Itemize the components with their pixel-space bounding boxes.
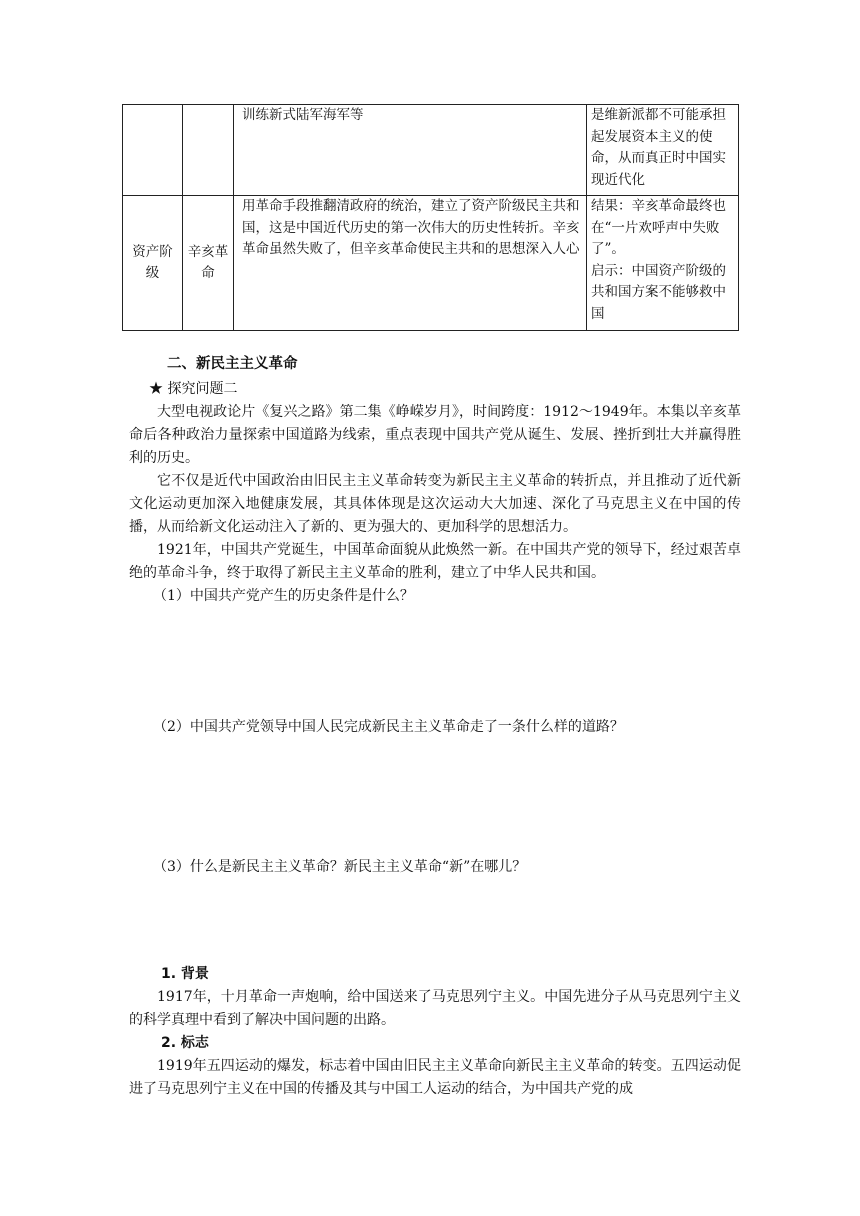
table-cell-event: 辛亥革命 [183, 196, 234, 331]
table-cell-event [183, 105, 234, 196]
result-text: 结果：辛亥革命最终也在“一片欢呼声中失败了”。 [591, 198, 726, 257]
paragraph: 1917年，十月革命一声炮响，给中国送来了马克思列宁主义。中国先进分子从马克思列宁主义的科学真理中看到了解决中国问题的出路。 [129, 989, 741, 1028]
paragraph: 它不仅是近代中国政治由旧民主主义革命转变为新民主主义革命的转折点，并且推动了近代新文化运动更加深入地健康发展，其具体体现是这次运动大大加速、深化了马克思主义在中国的传播，从而给新文化运动注入了新的、更为强大的、更加科学的思想活力。 [129, 473, 741, 535]
question-3: （3）什么是新民主主义革命？新民主主义革命“新”在哪儿？ [153, 859, 527, 875]
explore-block [129, 378, 741, 608]
table-row [123, 196, 739, 331]
table-cell-result: 是维新派都不可能承担起发展资本主义的使命，从而真正时中国实现近代化 [587, 105, 739, 196]
hint-text: 启示：中国资产阶级的共和国方案不能够救中国 [591, 262, 726, 322]
background-block [129, 963, 741, 1101]
section-title: 二、新民主主义革命 [167, 356, 298, 372]
question-block [129, 716, 741, 739]
table-cell-content: 用革命手段推翻清政府的统治，建立了资产阶级民主共和国，这是中国近代历史的第一次伟大的历史性转折。辛亥革命虽然失败了，但辛亥革命使民主共和的思想深入人心 [234, 196, 587, 331]
explore-label: ★ 探究问题二 [149, 381, 238, 397]
comparison-table [122, 104, 739, 331]
paragraph: 1921年，中国共产党诞生，中国革命面貌从此焕然一新。在中国共产党的领导下，经过艰苦卓绝的革命斗争，终于取得了新民主主义革命的胜利，建立了中华人民共和国。 [129, 542, 741, 581]
question-block [129, 856, 741, 879]
section-heading-block [129, 352, 741, 373]
table-cell-class [123, 105, 183, 196]
table-cell-class: 资产阶级 [123, 196, 183, 331]
table-row [123, 105, 739, 196]
question-1: （1）中国共产党产生的历史条件是什么？ [153, 588, 414, 604]
paragraph: 大型电视政论片《复兴之路》第二集《峥嵘岁月》，时间跨度：1912～1949年。本集以辛亥革命后各种政治力量探索中国道路为线索，重点表现中国共产党从诞生、发展、挫折到壮大并赢得胜利的历史。 [129, 404, 741, 466]
question-2: （2）中国共产党领导中国人民完成新民主主义革命走了一条什么样的道路？ [153, 719, 624, 735]
paragraph: 1919年五四运动的爆发，标志着中国由旧民主主义革命向新民主主义革命的转变。五四运动促进了马克思列宁主义在中国的传播及其与中国工人运动的结合，为中国共产党的成 [129, 1058, 741, 1097]
table-cell-content: 训练新式陆军海军等 [234, 105, 587, 196]
table-cell-result [587, 196, 739, 331]
subheading-mark: 2. 标志 [161, 1035, 209, 1051]
subheading-background: 1. 背景 [161, 966, 209, 982]
